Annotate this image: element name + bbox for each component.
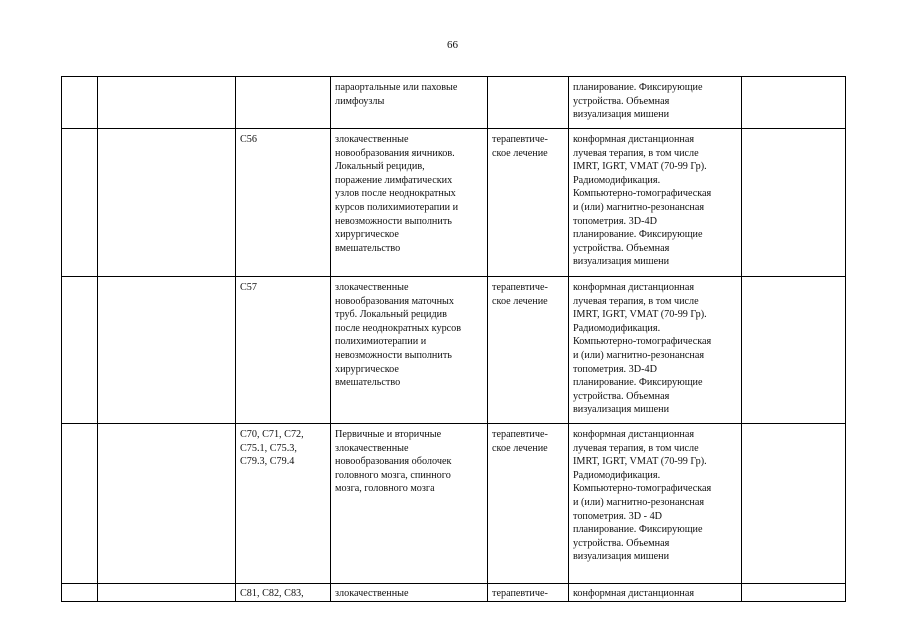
- treatment-method-cell: конформная дистанционная: [569, 584, 742, 602]
- treatment-method-cell: планирование. Фиксирующие устройства. Объемная визуализация мишени: [569, 77, 742, 129]
- treatment-type-cell: [488, 77, 569, 129]
- diagnosis-cell: Первичные и вторичные злокачественные новообразования оболочек головного мозга, спинного мозга, головного мозга: [331, 424, 488, 584]
- icd-code-cell: C56: [236, 129, 331, 277]
- treatment-method-cell: конформная дистанционная лучевая терапия, в том числе IMRT, IGRT, VMAT (70-99 Гр). Радиомодификация. Компьютерно-томографическая и (или) магнитно-резонансная топометрия. 3D-4D планирование. Фиксирующие устройства. Объемная визуализация мишени: [569, 277, 742, 424]
- diagnosis-cell: злокачественные новообразования яичников. Локальный рецидив, поражение лимфатических узлов после неоднократных курсов полихимиотерапии и невозможности выполнить хирургическое вмешательство: [331, 129, 488, 277]
- table-row: [62, 129, 846, 277]
- treatment-type-cell: терапевтиче- ское лечение: [488, 277, 569, 424]
- icd-code-cell: C57: [236, 277, 331, 424]
- table-row: [62, 584, 846, 602]
- norm-cell: [742, 424, 846, 584]
- page-number: 66: [447, 39, 458, 51]
- row-number-cell: [62, 129, 98, 277]
- profile-cell: [98, 584, 236, 602]
- table-row: [62, 424, 846, 584]
- icd-code-cell: C81, C82, C83,: [236, 584, 331, 602]
- diagnosis-cell: злокачественные новообразования маточных труб. Локальный рецидив после неоднократных курсов полихимиотерапии и невозможности выполнить хирургическое вмешательство: [331, 277, 488, 424]
- treatment-type-cell: терапевтиче- ское лечение: [488, 129, 569, 277]
- services-table: [61, 76, 846, 602]
- diagnosis-cell: злокачественные: [331, 584, 488, 602]
- table-row: [62, 277, 846, 424]
- norm-cell: [742, 584, 846, 602]
- treatment-type-cell: терапевтиче-: [488, 584, 569, 602]
- profile-cell: [98, 129, 236, 277]
- norm-cell: [742, 77, 846, 129]
- treatment-method-cell: конформная дистанционная лучевая терапия, в том числе IMRT, IGRT, VMAT (70-99 Гр). Радиомодификация. Компьютерно-томографическая и (или) магнитно-резонансная топометрия. 3D-4D планирование. Фиксирующие устройства. Объемная визуализация мишени: [569, 129, 742, 277]
- row-number-cell: [62, 277, 98, 424]
- row-number-cell: [62, 424, 98, 584]
- treatment-type-cell: терапевтиче- ское лечение: [488, 424, 569, 584]
- norm-cell: [742, 129, 846, 277]
- icd-code-cell: C70, C71, C72, C75.1, C75.3, C79.3, C79.4: [236, 424, 331, 584]
- table-row: [62, 77, 846, 129]
- treatment-method-cell: конформная дистанционная лучевая терапия, в том числе IMRT, IGRT, VMAT (70-99 Гр). Радиомодификация. Компьютерно-томографическая и (или) магнитно-резонансная топометрия. 3D - 4D планирование. Фиксирующие устройства. Объемная визуализация мишени: [569, 424, 742, 584]
- diagnosis-cell: параортальные или паховые лимфоузлы: [331, 77, 488, 129]
- row-number-cell: [62, 584, 98, 602]
- profile-cell: [98, 277, 236, 424]
- norm-cell: [742, 277, 846, 424]
- icd-code-cell: [236, 77, 331, 129]
- profile-cell: [98, 424, 236, 584]
- row-number-cell: [62, 77, 98, 129]
- profile-cell: [98, 77, 236, 129]
